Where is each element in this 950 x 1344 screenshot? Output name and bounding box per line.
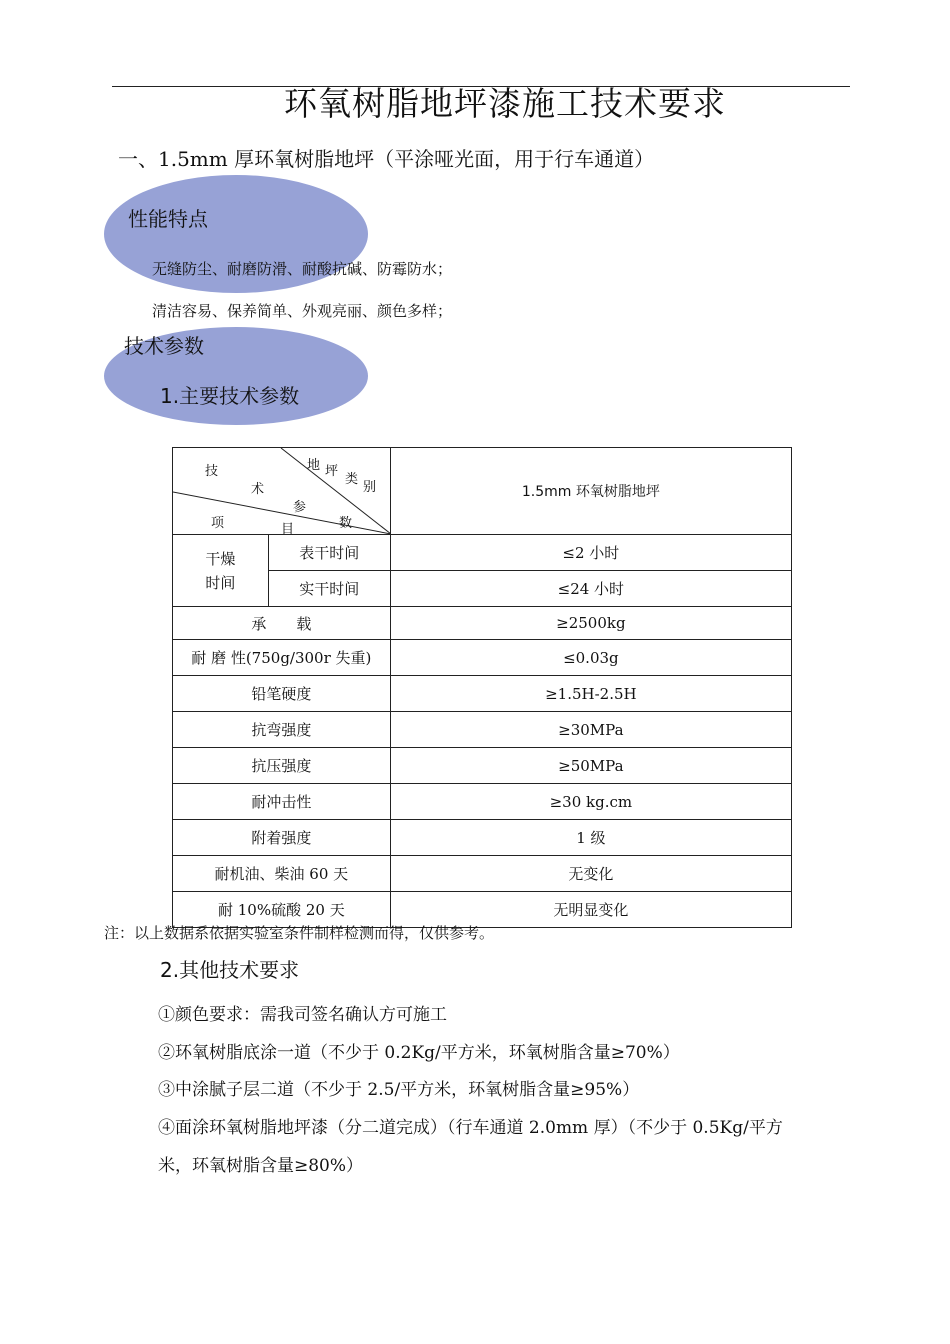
- features-heading: 性能特点: [128, 207, 208, 231]
- row-value: ≥30MPa: [390, 712, 791, 748]
- row-value: ≤24 小时: [390, 571, 791, 607]
- hdr-char: 数: [339, 516, 353, 531]
- requirement-item: 米，环氧树脂含量≥80%）: [158, 1156, 364, 1176]
- row-value: 1 级: [390, 820, 791, 856]
- product-header: 1.5mm 环氧树脂地坪: [390, 448, 791, 535]
- requirement-item: ④面涂环氧树脂地坪漆（分二道完成）（行车通道 2.0mm 厚）（不少于 0.5Kg/平方: [158, 1118, 783, 1138]
- tech-heading: 技术参数: [124, 334, 204, 358]
- dry-time-group: 干燥 时间: [173, 535, 269, 607]
- hdr-char: 目: [281, 522, 295, 537]
- row-value: ≤2 小时: [390, 535, 791, 571]
- requirement-item: ①颜色要求：需我司签名确认方可施工: [158, 1005, 447, 1025]
- row-label: 表干时间: [268, 535, 390, 571]
- row-value: ≥30 kg.cm: [390, 784, 791, 820]
- row-label: 耐机油、柴油 60 天: [173, 856, 391, 892]
- requirement-item: ②环氧树脂底涂一道（不少于 0.2Kg/平方米，环氧树脂含量≥70%）: [158, 1043, 680, 1063]
- feature-item: 清洁容易、保养简单、外观亮丽、颜色多样；: [152, 302, 453, 320]
- hdr-char: 地: [307, 458, 321, 473]
- other-reqs-subheading: 2.其他技术要求: [160, 958, 300, 982]
- row-value: 无明显变化: [390, 892, 791, 928]
- row-label: 耐 10%硫酸 20 天: [173, 892, 391, 928]
- hdr-char: 参: [293, 500, 307, 515]
- row-label: 铅笔硬度: [173, 676, 391, 712]
- row-value: ≤0.03g: [390, 640, 791, 676]
- row-value: ≥2500kg: [390, 607, 791, 640]
- diagonal-header-cell: [173, 448, 391, 535]
- hdr-char: 类: [345, 472, 359, 487]
- spec-table: [172, 447, 792, 928]
- hdr-char: 项: [211, 516, 225, 531]
- hdr-char: 术: [251, 482, 265, 497]
- requirement-item: ③中涂腻子层二道（不少于 2.5/平方米，环氧树脂含量≥95%）: [158, 1080, 640, 1100]
- row-label: 实干时间: [268, 571, 390, 607]
- row-label: 耐冲击性: [173, 784, 391, 820]
- row-value: ≥1.5H-2.5H: [390, 676, 791, 712]
- hdr-char: 技: [205, 464, 219, 479]
- hdr-char: 坪: [325, 464, 339, 479]
- hdr-char: 别: [363, 480, 377, 495]
- feature-item: 无缝防尘、耐磨防滑、耐酸抗碱、防霉防水；: [152, 260, 453, 278]
- row-label: 附着强度: [173, 820, 391, 856]
- row-value: ≥50MPa: [390, 748, 791, 784]
- main-params-subheading: 1.主要技术参数: [160, 384, 300, 408]
- row-label: 耐 磨 性(750g/300r 失重): [173, 640, 391, 676]
- table-note: 注：以上数据系依据实验室条件制样检测而得，仅供参考。: [104, 924, 495, 942]
- section-1-heading: 一、1.5mm 厚环氧树脂地坪（平涂哑光面，用于行车通道）: [118, 147, 655, 171]
- row-value: 无变化: [390, 856, 791, 892]
- row-label: 承 载: [173, 607, 391, 640]
- page-title: 环氧树脂地坪漆施工技术要求: [284, 84, 726, 123]
- row-label: 抗弯强度: [173, 712, 391, 748]
- row-label: 抗压强度: [173, 748, 391, 784]
